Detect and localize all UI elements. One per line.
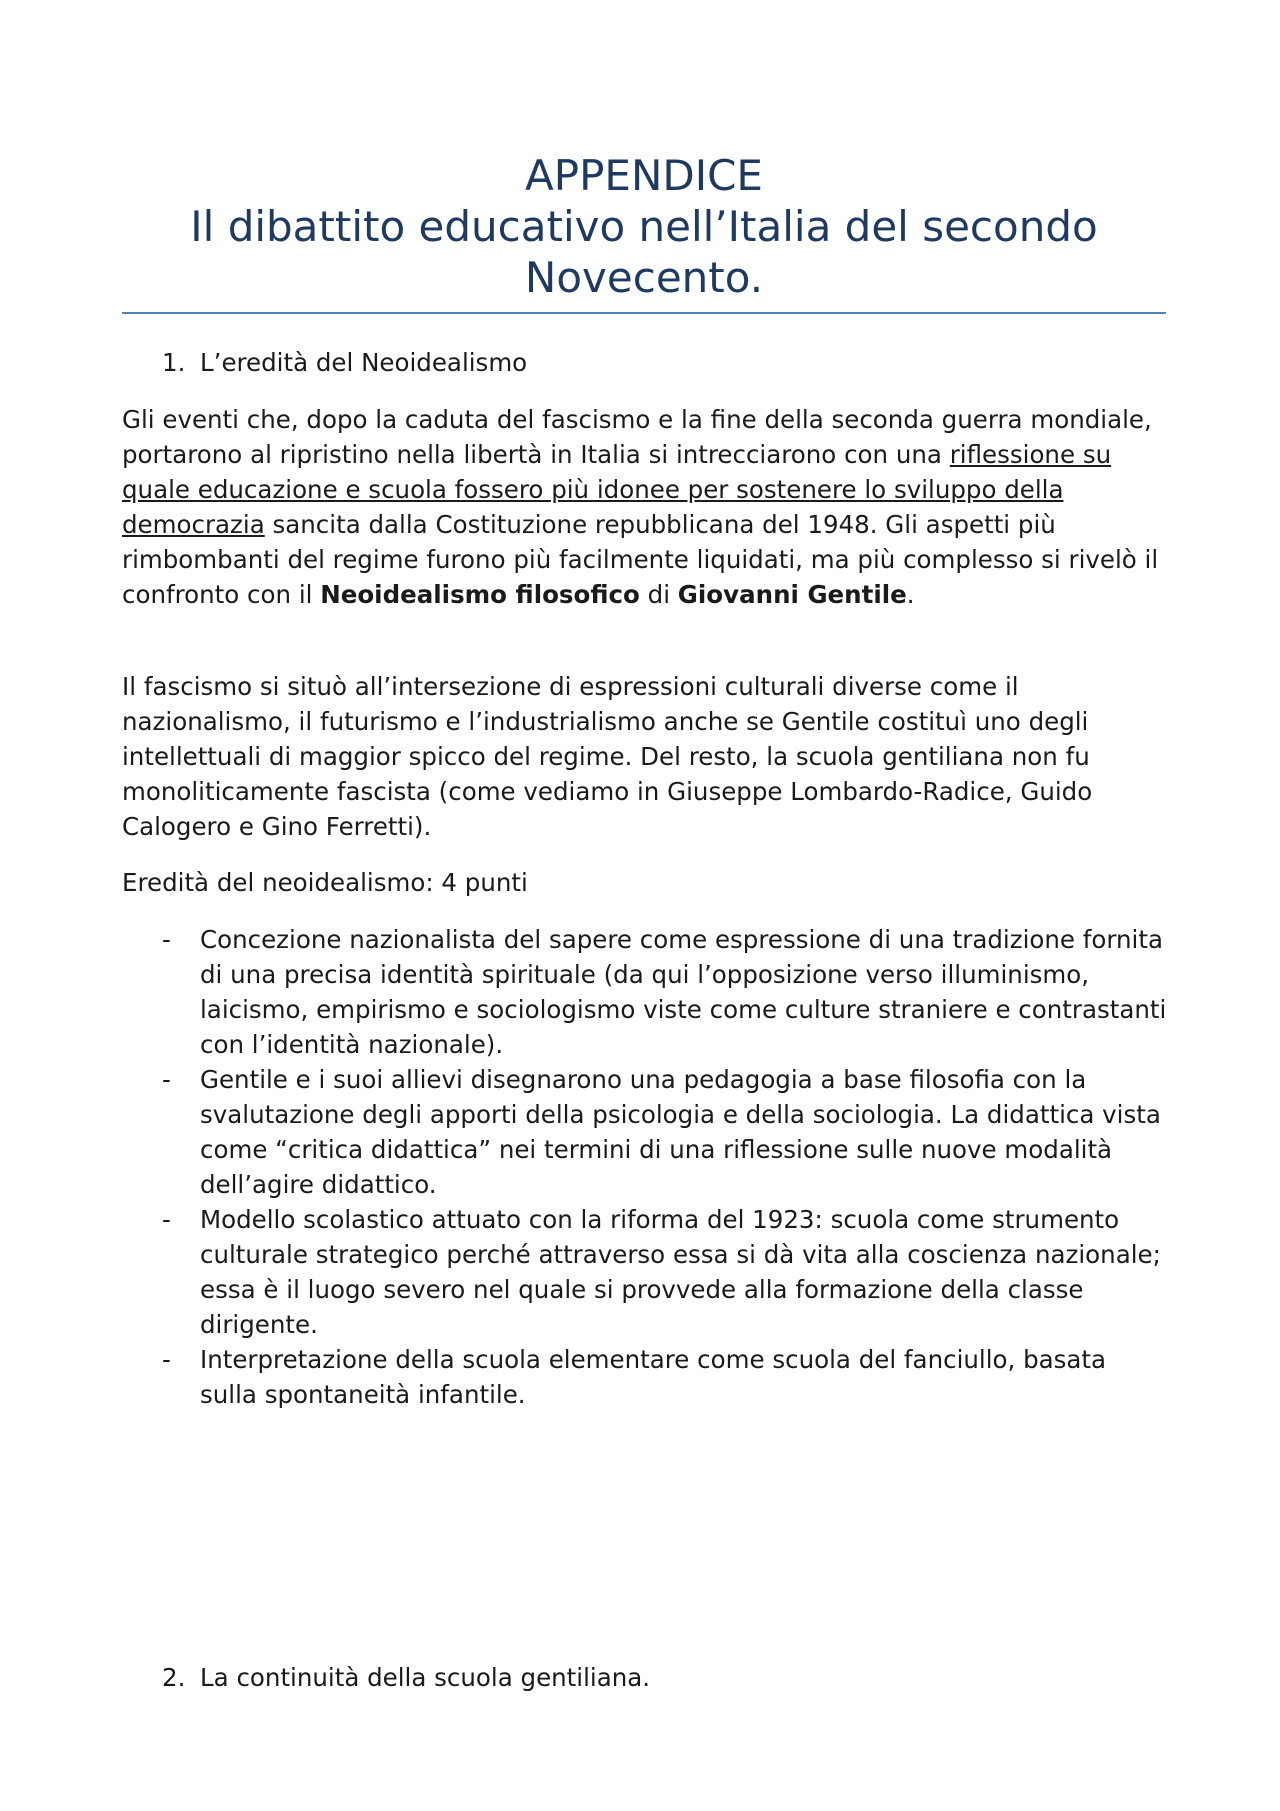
document-title (122, 150, 1166, 303)
title-divider (122, 312, 1166, 314)
list-item-text: Concezione nazionalista del sapere come espressione di una tradizione fornita di una precisa identità spirituale (da qui l’opposizione verso illuminismo, laicismo, empirismo e sociologismo viste come culture straniere e contrastanti con l’identità nazionale). (200, 925, 1167, 1059)
section-2-number: 2. (162, 1663, 186, 1692)
list-dash: - (162, 1205, 171, 1234)
paragraph-1 (122, 402, 1172, 612)
paragraph-1-between: di (639, 580, 678, 609)
list-dash: - (162, 1065, 171, 1094)
paragraph-1-bold-neoidealismo: Neoidealismo filosofico (320, 580, 640, 609)
list-dash: - (162, 1345, 171, 1374)
title-line-3: Novecento. (524, 253, 764, 302)
paragraph-1-intro: Gli eventi che, dopo la caduta del fascismo e la fine della seconda guerra mondiale, portarono al ripristino nella libertà in Italia si intrecciarono con una (122, 405, 1152, 469)
paragraph-1-underlined: riflessione su quale educazione e scuola fossero più idonee per sostenere lo sviluppo della democrazia (122, 440, 1112, 539)
list-item-text: Modello scolastico attuato con la riforma del 1923: scuola come strumento culturale strategico perché attraverso essa si dà vita alla coscienza nazionale; essa è il luogo severo nel quale si provvede alla formazione della classe dirigente. (200, 1205, 1161, 1339)
title-line-2: Il dibattito educativo nell’Italia del secondo (190, 202, 1098, 251)
list-dash: - (162, 925, 171, 954)
title-line-1: APPENDICE (525, 151, 763, 200)
section-2-title: La continuità della scuola gentiliana. (200, 1663, 651, 1692)
paragraph-3: Eredità del neoidealismo: 4 punti (122, 868, 528, 897)
section-1-number: 1. (162, 348, 186, 377)
paragraph-1-end: . (906, 580, 915, 609)
paragraph-1-bold-gentile: Giovanni Gentile (677, 580, 907, 609)
paragraph-1-middle: sancita dalla Costituzione repubblicana del 1948. Gli aspetti più rimbombanti del regime furono più facilmente liquidati, ma più complesso si rivelò il confronto con il (122, 510, 1159, 609)
section-1-title: L’eredità del Neoidealismo (200, 348, 528, 377)
list-item-text: Interpretazione della scuola elementare come scuola del fanciullo, basata sulla spontaneità infantile. (200, 1345, 1107, 1409)
paragraph-2: Il fascismo si situò all’intersezione di espressioni culturali diverse come il nazionalismo, il futurismo e l’industrialismo anche se Gentile costituì uno degli intellettuali di maggior spicco del regime. Del resto, la scuola gentiliana non fu monoliticamente fascista (come vediamo in Giuseppe Lombardo-Radice, Guido Calogero e Gino Ferretti). (122, 672, 1093, 841)
list-item-text: Gentile e i suoi allievi disegnarono una pedagogia a base filosofia con la svalutazione degli apporti della psicologia e della sociologia. La didattica vista come “critica didattica” nei termini di una riflessione sulle nuove modalità dell’agire didattico. (200, 1065, 1161, 1199)
